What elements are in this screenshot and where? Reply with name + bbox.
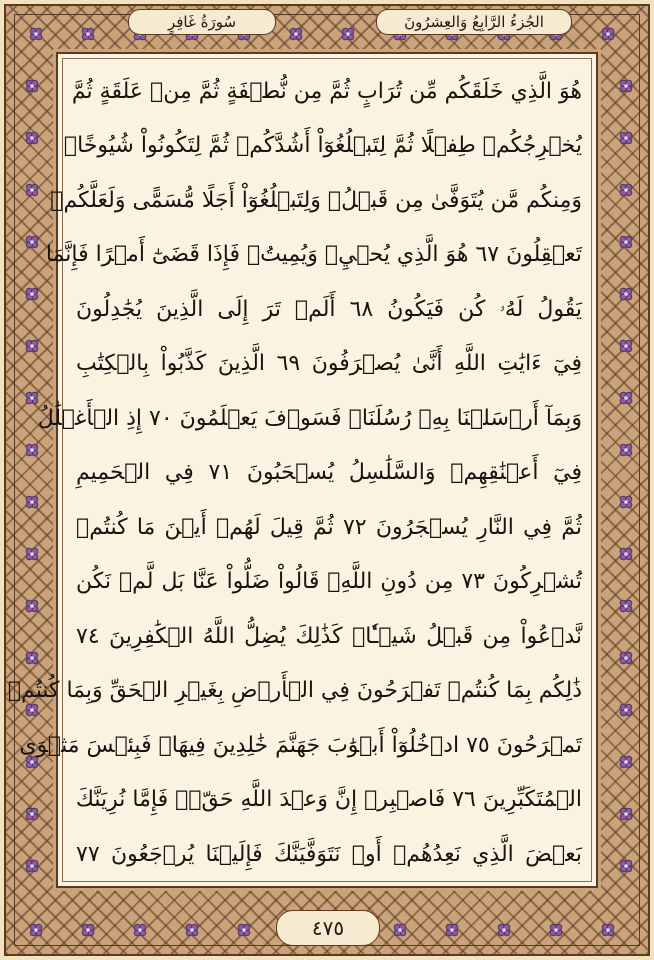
verse-line <box>50 173 582 228</box>
verse-line <box>76 773 582 828</box>
verse-line <box>76 609 582 664</box>
juz-label: الجُزءُ الرَّابِعُ وَالعِشرُونَ <box>376 9 572 35</box>
verse-line <box>7 664 582 719</box>
verse-line <box>63 119 582 174</box>
verse-line-text: وَمِنكُم مَّن يُتَوَفَّىٰ مِن قَبۡلُۖ وَلِتَبۡلُغُوٓاْ أَجَلًا مُّسَمًّى وَلَعَلَّكُمۡ <box>50 187 582 213</box>
verse-line <box>76 500 582 555</box>
verse-line <box>76 446 582 501</box>
verse-line-text: تَمۡرَحُونَ ٧٥ ادۡخُلُوٓاْ أَبۡوَٰبَ جَهَنَّمَ خَٰلِدِينَ فِيهَاۖ فَبِئۡسَ مَثۡوَى <box>19 732 582 758</box>
verse-line <box>37 391 582 446</box>
verse-line <box>76 827 582 882</box>
verse-line-text: فِيٓ أَعۡنَٰقِهِمۡ وَالسَّلَٰسِلُ يُسۡحَبُونَ ٧١ فِي الۡحَمِيمِ <box>76 460 583 486</box>
verse-line <box>45 228 582 283</box>
verse-line <box>76 555 582 610</box>
verse-line-text: هُوَ الَّذِي خَلَقَكُم مِّن تُرَابٍ ثُمَّ مِن نُّطۡفَةٍ ثُمَّ مِنۡ عَلَقَةٍ ثُمَّ <box>71 78 582 104</box>
verse-line-text: الۡمُتَكَبِّرِينَ ٧٦ فَاصۡبِرۡ إِنَّ وَعۡدَ اللَّهِ حَقّٞۚ فَإِمَّا نُرِيَنَّكَ <box>75 787 582 813</box>
verse-line <box>76 282 582 337</box>
verse-line-text: يُخۡرِجُكُمۡ طِفۡلًا ثُمَّ لِتَبۡلُغُوٓاْ أَشُدَّكُمۡ ثُمَّ لِتَكُونُواْ شُيُوخًاۚ <box>63 133 582 159</box>
verse-line-text: نَّدۡعُواْ مِن قَبۡلُ شَيۡـٔٗاۚ كَذَٰلِكَ يُضِلُّ اللَّهُ الۡكَٰفِرِينَ ٧٤ <box>76 623 582 649</box>
verse-line-text: ذَٰلِكُم بِمَا كُنتُمۡ تَفۡرَحُونَ فِي الۡأَرۡضِ بِغَيۡرِ الۡحَقِّ وَبِمَا كُنتُمۡ <box>7 678 582 704</box>
verse-line <box>71 64 582 119</box>
verse-line-text: تَعۡقِلُونَ ٦٧ هُوَ الَّذِي يُحۡيِۦ وَيُمِيتُۖ فَإِذَا قَضَىٰٓ أَمۡرًا فَإِنَّمَا <box>45 242 582 268</box>
verse-line-text: وَبِمَآ أَرۡسَلۡنَا بِهِۦ رُسُلَنَاۖ فَسَوۡفَ يَعۡلَمُونَ ٧٠ إِذِ الۡأَغۡلَٰلُ <box>37 405 582 431</box>
verse-line <box>76 337 582 392</box>
verse-line-text: تُشۡرِكُونَ ٧٣ مِن دُونِ اللَّهِۖ قَالُواْ ضَلُّواْ عَنَّا بَل لَّمۡ نَكُن <box>76 569 582 595</box>
page-header <box>30 6 624 36</box>
verse-line-text: ثُمَّ فِي النَّارِ يُسۡجَرُونَ ٧٢ ثُمَّ قِيلَ لَهُمۡ أَيۡنَ مَا كُنتُمۡ <box>76 514 582 540</box>
verse-line-text: بَعۡضَ الَّذِي نَعِدُهُمۡ أَوۡ نَتَوَفَّيَنَّكَ فَإِلَيۡنَا يُرۡجَعُونَ ٧٧ <box>76 841 582 867</box>
page-number: ٤٧٥ <box>276 910 380 946</box>
verse-line-text: فِيٓ ءَايَٰتِ اللَّهِ أَنَّىٰ يُصۡرَفُونَ ٦٩ الَّذِينَ كَذَّبُواْ بِالۡكِتَٰبِ <box>76 351 582 377</box>
quran-text-panel <box>7 52 598 888</box>
surah-name-label: سُورَةُ غَافِرٍ <box>128 9 276 35</box>
verse-lines <box>7 64 583 882</box>
verse-line <box>19 718 582 773</box>
verse-line-text: يَقُولُ لَهُۥ كُن فَيَكُونُ ٦٨ أَلَمۡ تَرَ إِلَى الَّذِينَ يُجَٰدِلُونَ <box>76 296 582 322</box>
